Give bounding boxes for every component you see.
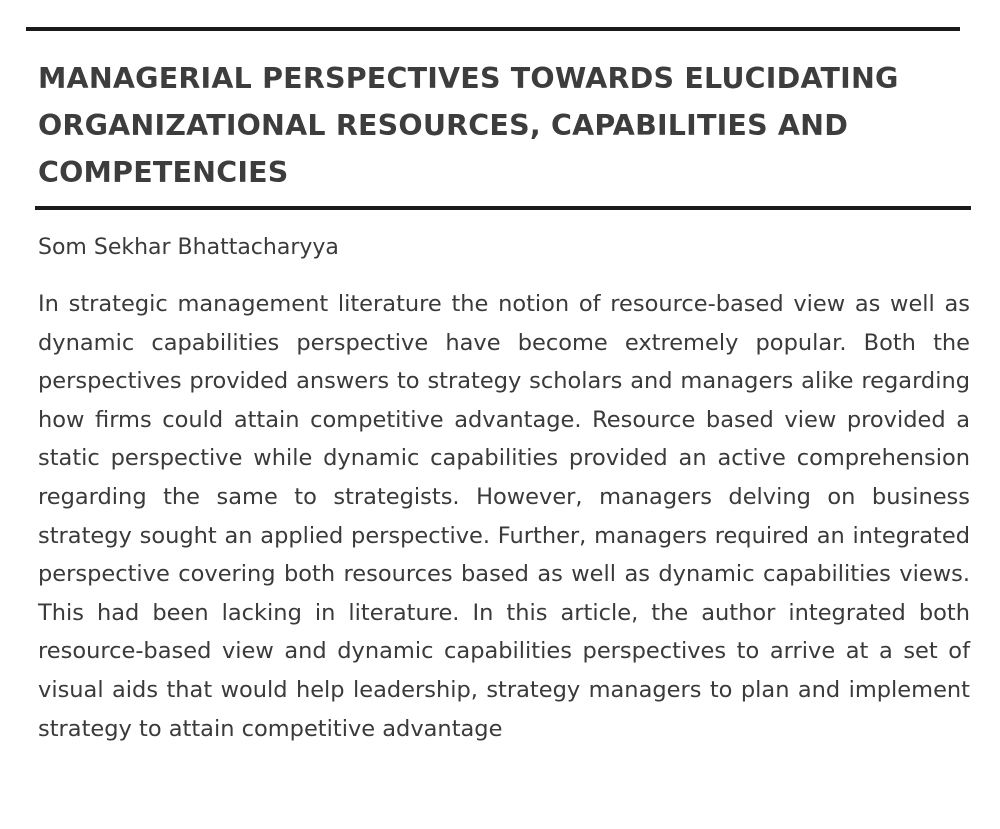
abstract-text: In strategic management literature the notion of resource-based view as well as dynamic capabilities perspective have become extremely popular. Both the perspectives provided answers to strategy scholars and managers alike regarding how firms could attain competitive advantage. Resource based view provided a static perspective while dynamic capabilities provided an active comprehension regarding the same to strategists. However, managers delving on business strategy sought an applied perspective. Further, managers required an integrated perspective covering both resources based as well as dynamic capabilities views. This had been lacking in literature. In this article, the author integrated both resource-based view and dynamic capabilities perspectives to arrive at a set of visual aids that would help leadership, strategy managers to plan and implement strategy to attain competitive advantage bbox=[38, 291, 970, 742]
top-rule bbox=[26, 27, 960, 31]
author-name: Som Sekhar Bhattacharyya bbox=[38, 235, 339, 260]
title-underline-rule bbox=[35, 206, 971, 210]
paper-title: MANAGERIAL PERSPECTIVES TOWARDS ELUCIDATING ORGANIZATIONAL RESOURCES, CAPABILITIES AND COMPETENCIES bbox=[38, 62, 899, 189]
